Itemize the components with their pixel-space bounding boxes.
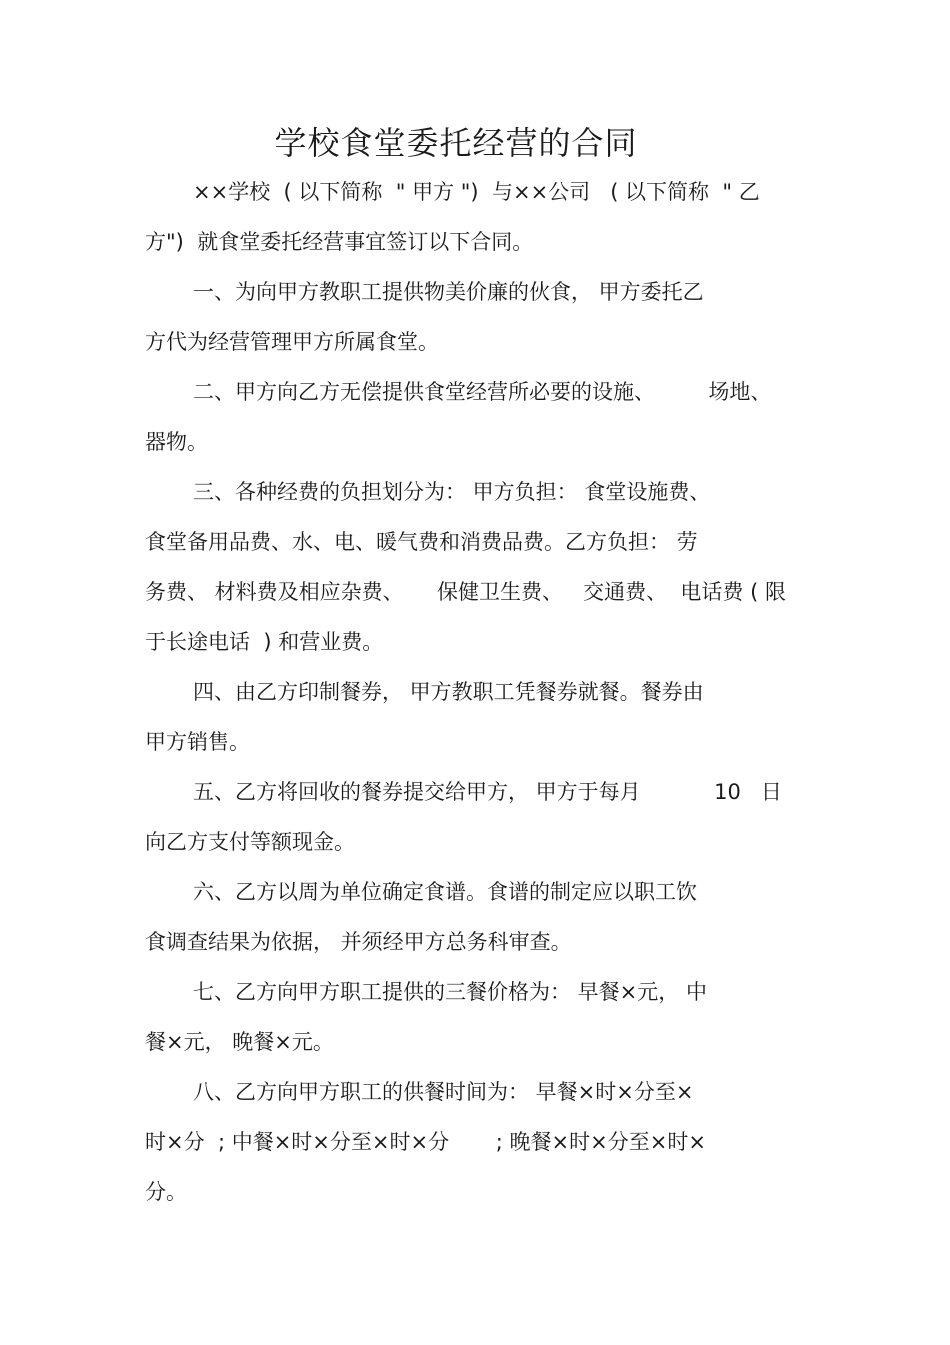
document-title: 学校食堂委托经营的合同 <box>274 124 638 162</box>
paragraph-line: 二、甲方向乙方无偿提供食堂经营所必要的设施、 场地、 <box>193 380 772 404</box>
paragraph-line: 五、乙方将回收的餐券提交给甲方， 甲方于每月 10 日 <box>193 780 782 804</box>
paragraph-line: 务费、 材料费及相应杂费、 保健卫生费、 交通费、 电话费 ( 限 <box>145 580 786 604</box>
paragraph-line: 分。 <box>145 1180 187 1204</box>
paragraph-line: 餐×元， 晚餐×元。 <box>145 1030 334 1054</box>
paragraph-line: 方") 就食堂委托经营事宜签订以下合同。 <box>145 230 534 254</box>
paragraph-line: 八、乙方向甲方职工的供餐时间为： 早餐×时×分至× <box>193 1080 694 1104</box>
paragraph-line: 向乙方支付等额现金。 <box>145 830 355 854</box>
paragraph-line: ××学校 ( 以下简称 " 甲方 ") 与××公司 ( 以下简称 " 乙 <box>193 180 760 204</box>
paragraph-line: 六、乙方以周为单位确定食谱。食谱的制定应以职工饮 <box>193 880 697 904</box>
paragraph-line: 食堂备用品费、水、电、暖气费和消费品费。乙方负担： 劳 <box>145 530 698 554</box>
paragraph-line: 器物。 <box>145 430 208 454</box>
paragraph-line: 于长途电话 ) 和营业费。 <box>145 630 384 654</box>
paragraph-line: 食调查结果为依据， 并须经甲方总务科审查。 <box>145 930 572 954</box>
paragraph-line: 甲方销售。 <box>145 730 250 754</box>
paragraph-line: 三、各种经费的负担划分为： 甲方负担： 食堂设施费、 <box>193 480 711 504</box>
paragraph-line: 时×分 ; 中餐×时×分至×时×分 ; 晚餐×时×分至×时× <box>145 1130 706 1154</box>
paragraph-line: 四、由乙方印制餐券， 甲方教职工凭餐券就餐。餐券由 <box>193 680 704 704</box>
paragraph-line: 七、乙方向甲方职工提供的三餐价格为： 早餐×元， 中 <box>193 980 707 1004</box>
paragraph-line: 方代为经营管理甲方所属食堂。 <box>145 330 439 354</box>
paragraph-line: 一、为向甲方教职工提供物美价廉的伙食， 甲方委托乙 <box>193 280 704 304</box>
